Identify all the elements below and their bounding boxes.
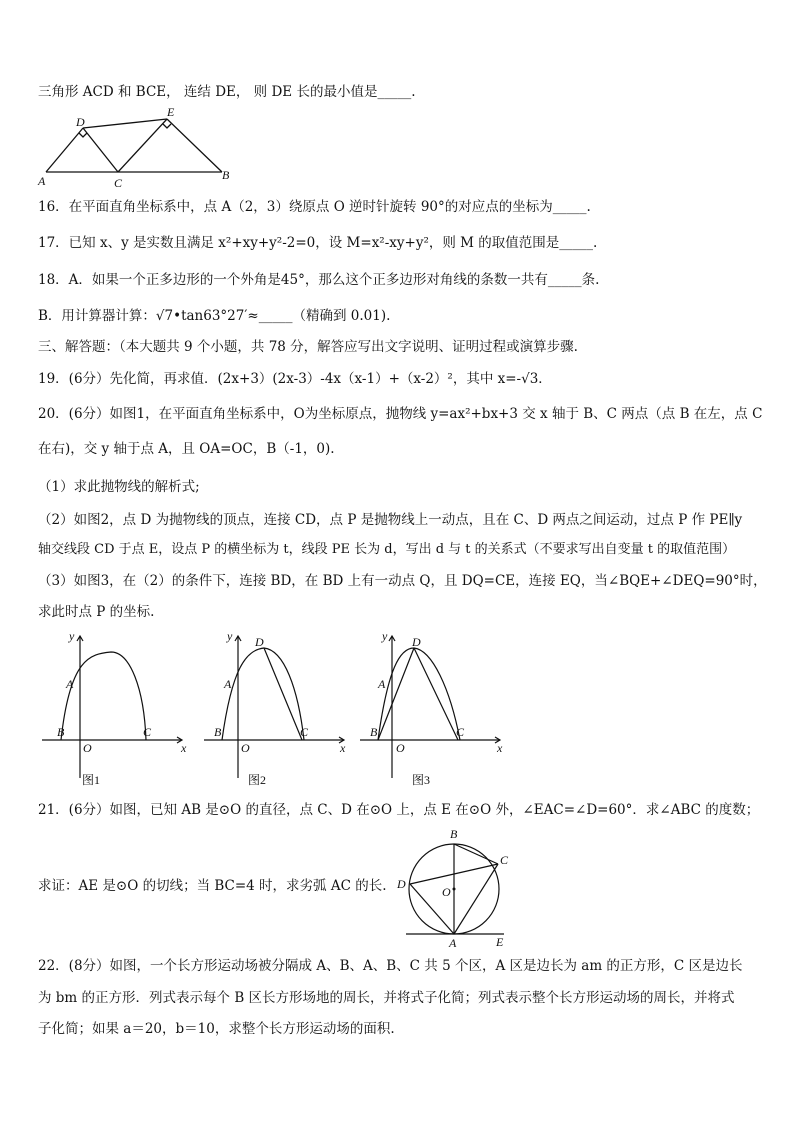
q19-text: 19．(6分）先化简，再求值．(2x+3）(2x-3）-4x（x-1）+（x-2）²，其中 x=-√3． [38, 371, 552, 387]
section-3-heading: 三、解答题：（本大题共 9 个小题，共 78 分，解答应写出文字说明、证明过程或演算步骤. [38, 339, 578, 355]
q22-text-line3: 子化简；如果 a＝20，b＝10，求整个长方形运动场的面积. [38, 1021, 395, 1037]
center-point [453, 888, 456, 891]
fig1-label-O: O [83, 741, 92, 755]
q22-text-line2: 为 bm 的正方形．列式表示每个 B 区长方形场地的周长，并将式子化简；列式表示整个长方形运动场的周长，并将式 [38, 990, 735, 1006]
fig2-label-C: C [300, 725, 309, 739]
label-C: C [114, 176, 123, 190]
fig2-label-y: y [227, 629, 233, 643]
fig3-parabola [378, 648, 460, 740]
chord-AC [454, 864, 498, 934]
fig1-label-B: B [57, 725, 65, 739]
segment-EB [167, 119, 222, 172]
fig1-label-x: x [181, 741, 187, 755]
fig3-label-x: x [497, 741, 503, 755]
fig21-label-O: O [442, 885, 451, 899]
label-A: A [38, 174, 46, 188]
chord-BC [454, 844, 498, 864]
q20-part3-line1: （3）如图3，在（2）的条件下，连接 BD，在 BD 上有一动点 Q，且 DQ=CE，连接 EQ，当∠BQE+∠DEQ=90°时， [38, 573, 767, 589]
label-B: B [222, 168, 230, 182]
segment-CE [118, 119, 167, 172]
fig1-label-C: C [143, 725, 152, 739]
q21-figure [392, 822, 522, 950]
segment-DC [83, 128, 118, 172]
q20-figures [36, 628, 516, 790]
fig2-label-A: A [224, 677, 232, 691]
q17-text: 17．已知 x、y 是实数且满足 x²+xy+y²-2=0，设 M=x²-xy+y²，则 M 的取值范围是_____. [38, 235, 598, 251]
fig2-parabola [222, 648, 304, 740]
fig21-label-A: A [449, 936, 457, 950]
q20-part1: （1）求此抛物线的解析式; [38, 479, 200, 495]
label-E: E [167, 105, 175, 119]
fig2-label-O: O [241, 741, 250, 755]
fig1-caption: 图1 [82, 773, 101, 787]
fig1-parabola [61, 652, 146, 740]
fig21-label-D: D [397, 877, 406, 891]
q20-part2-line1: （2）如图2，点 D 为抛物线的顶点，连接 CD，点 P 是抛物线上一动点，且在 C、D 两点之间运动，过点 P 作 PE∥y [38, 512, 743, 528]
q20-text-line1: 20．(6分）如图1，在平面直角坐标系中，O为坐标原点，抛物线 y=ax²+bx+3 交 x 轴于 B、C 两点（点 B 在左，点 C [38, 406, 763, 422]
q20-part2-line2: 轴交线段 CD 于点 E，设点 P 的横坐标为 t，线段 PE 长为 d，写出 d 与 t 的关系式（不要求写出自变量 t 的取值范围） [38, 542, 736, 557]
fig3-segment-BD [378, 648, 414, 740]
fig3-label-y: y [382, 629, 388, 643]
fig2-label-B: B [214, 725, 222, 739]
q15-text: 三角形 ACD 和 BCE， 连结 DE， 则 DE 长的最小值是_____. [38, 84, 416, 100]
fig3-label-A: A [378, 677, 386, 691]
fig3-label-B: B [370, 725, 378, 739]
q18a-text: 18．A．如果一个正多边形的一个外角是45°，那么这个正多边形对角线的条数一共有_____条. [38, 272, 600, 288]
q21-text-line2: 求证：AE 是⊙O 的切线；当 BC=4 时，求劣弧 AC 的长. [38, 878, 387, 894]
segment-DE [83, 119, 167, 128]
q20-part3-line2: 求此时点 P 的坐标. [38, 604, 155, 620]
fig3-segment-CD [414, 648, 458, 740]
label-D: D [76, 115, 85, 129]
fig3-label-O: O [396, 741, 405, 755]
fig21-label-B: B [450, 827, 458, 841]
q20-text-line2: 在右)，交 y 轴于点 A，且 OA=OC，B（-1，0). [38, 441, 335, 457]
fig21-label-E: E [496, 935, 504, 949]
fig3-label-C: C [456, 725, 465, 739]
fig3-caption: 图3 [412, 773, 431, 787]
fig2-caption: 图2 [248, 773, 267, 787]
fig1-label-A: A [66, 677, 74, 691]
fig21-label-C: C [500, 853, 509, 867]
segment-AD [46, 128, 83, 172]
right-angle-mark-E [163, 124, 171, 128]
q15-figure [36, 104, 236, 190]
fig3-label-D: D [412, 635, 421, 649]
q18b-text: B．用计算器计算：√7•tan63°27′≈_____（精确到 0.01). [38, 308, 391, 324]
q16-text: 16．在平面直角坐标系中，点 A（2，3）绕原点 O 逆时针旋转 90°的对应点的坐标为_____. [38, 199, 591, 215]
q22-text-line1: 22．(8分）如图，一个长方形运动场被分隔成 A、B、A、B、C 共 5 个区，A 区是边长为 am 的正方形，C 区是边长 [38, 958, 743, 974]
right-angle-mark-D [79, 133, 87, 137]
q21-text-line1: 21．(6分）如图，已知 AB 是⊙O 的直径，点 C、D 在⊙O 上，点 E 在⊙O 外，∠EAC=∠D=60°．求∠ABC 的度数； [38, 802, 760, 818]
fig1-label-y: y [69, 629, 75, 643]
fig2-label-D: D [255, 635, 264, 649]
fig2-label-x: x [340, 741, 346, 755]
